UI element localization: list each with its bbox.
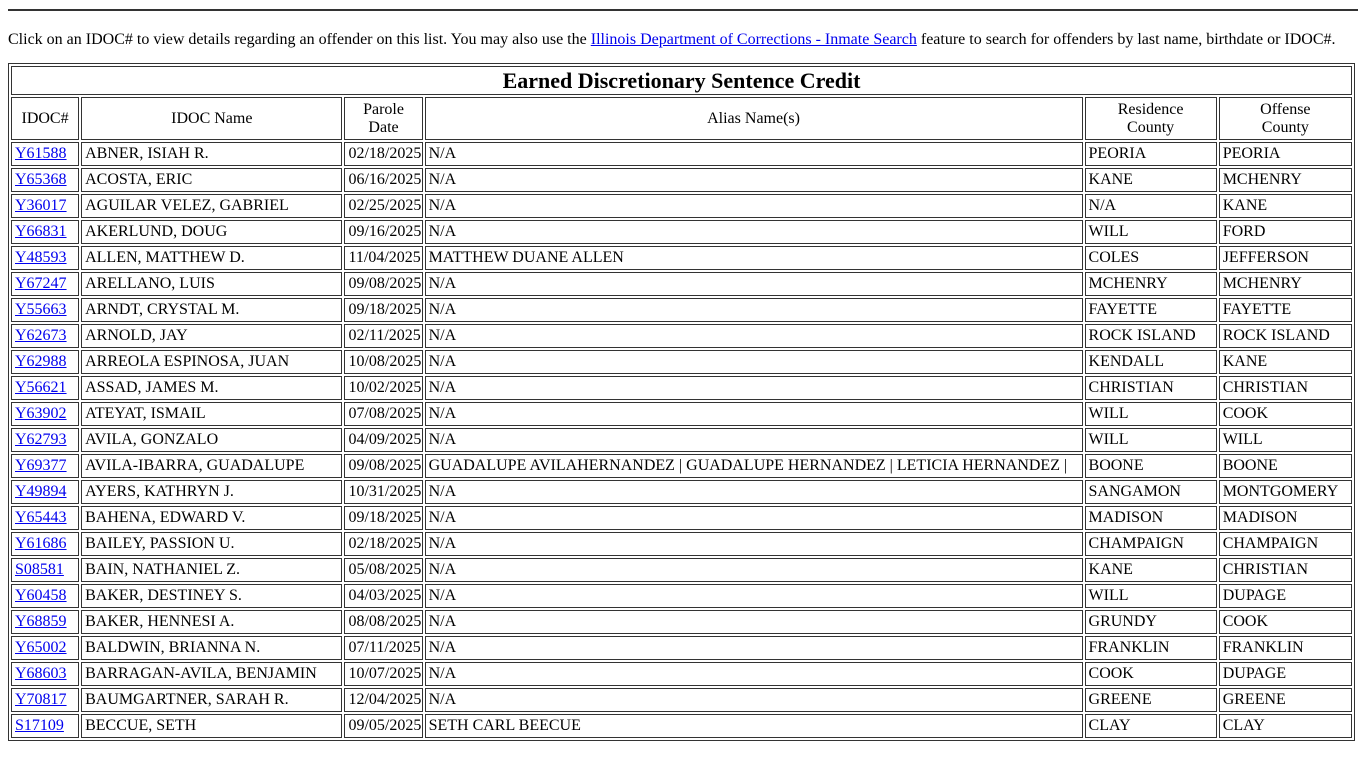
alias-cell: N/A <box>425 662 1083 686</box>
parole-date-cell: 10/31/2025 <box>344 480 422 504</box>
idoc-cell <box>11 298 79 322</box>
alias-cell: N/A <box>425 376 1083 400</box>
offense-county-cell: CHAMPAIGN <box>1219 532 1352 556</box>
residence-county-cell: FRANKLIN <box>1085 636 1217 660</box>
idoc-link[interactable]: Y66831 <box>15 223 67 240</box>
idoc-cell <box>11 168 79 192</box>
table-row <box>11 428 1352 452</box>
parole-date-cell: 02/11/2025 <box>344 324 422 348</box>
alias-cell: N/A <box>425 558 1083 582</box>
idoc-link[interactable]: Y48593 <box>15 249 67 266</box>
idoc-name-cell: ARNOLD, JAY <box>81 324 342 348</box>
idoc-cell <box>11 662 79 686</box>
idoc-name-cell: BAHENA, EDWARD V. <box>81 506 342 530</box>
idoc-cell <box>11 350 79 374</box>
parole-date-cell: 04/09/2025 <box>344 428 422 452</box>
idoc-link[interactable]: Y60458 <box>15 587 67 604</box>
table-row <box>11 714 1352 738</box>
offense-county-cell: CHRISTIAN <box>1219 376 1352 400</box>
intro-paragraph <box>8 31 1358 49</box>
offense-county-cell: DUPAGE <box>1219 662 1352 686</box>
parole-date-cell: 09/18/2025 <box>344 506 422 530</box>
offense-county-cell: KANE <box>1219 194 1352 218</box>
parole-date-cell: 02/18/2025 <box>344 532 422 556</box>
idoc-link[interactable]: Y70817 <box>15 691 67 708</box>
alias-cell: N/A <box>425 480 1083 504</box>
idoc-cell <box>11 636 79 660</box>
alias-cell: N/A <box>425 220 1083 244</box>
offense-county-cell: FRANKLIN <box>1219 636 1352 660</box>
idoc-link[interactable]: Y65002 <box>15 639 67 656</box>
idoc-name-cell: ARNDT, CRYSTAL M. <box>81 298 342 322</box>
idoc-name-cell: BECCUE, SETH <box>81 714 342 738</box>
col-header-residence-county <box>1085 97 1217 140</box>
residence-county-cell: KANE <box>1085 558 1217 582</box>
alias-cell: SETH CARL BEECUE <box>425 714 1083 738</box>
parole-date-cell: 09/08/2025 <box>344 272 422 296</box>
offense-county-cell: CHRISTIAN <box>1219 558 1352 582</box>
idoc-link[interactable]: Y67247 <box>15 275 67 292</box>
alias-cell: N/A <box>425 298 1083 322</box>
offense-county-cell: CLAY <box>1219 714 1352 738</box>
idoc-link[interactable]: Y62793 <box>15 431 67 448</box>
parole-date-cell: 10/07/2025 <box>344 662 422 686</box>
table-row <box>11 688 1352 712</box>
idoc-cell <box>11 454 79 478</box>
idoc-link[interactable]: Y68603 <box>15 665 67 682</box>
idoc-name-cell: AVILA, GONZALO <box>81 428 342 452</box>
residence-county-cell: MCHENRY <box>1085 272 1217 296</box>
col-header-alias-label: Alias Name(s) <box>707 109 800 127</box>
parole-date-cell: 08/08/2025 <box>344 610 422 634</box>
alias-cell: N/A <box>425 168 1083 192</box>
alias-cell: MATTHEW DUANE ALLEN <box>425 246 1083 270</box>
parole-date-cell: 10/02/2025 <box>344 376 422 400</box>
parole-date-cell: 12/04/2025 <box>344 688 422 712</box>
table-row <box>11 376 1352 400</box>
offense-county-cell: ROCK ISLAND <box>1219 324 1352 348</box>
parole-date-cell: 10/08/2025 <box>344 350 422 374</box>
table-row <box>11 584 1352 608</box>
idoc-cell <box>11 480 79 504</box>
parole-date-cell: 09/05/2025 <box>344 714 422 738</box>
alias-cell: N/A <box>425 350 1083 374</box>
idoc-link[interactable]: Y49894 <box>15 483 67 500</box>
parole-date-cell: 07/11/2025 <box>344 636 422 660</box>
alias-cell: N/A <box>425 272 1083 296</box>
idoc-name-cell: BAKER, HENNESI A. <box>81 610 342 634</box>
idoc-name-cell: ARREOLA ESPINOSA, JUAN <box>81 350 342 374</box>
idoc-name-cell: BALDWIN, BRIANNA N. <box>81 636 342 660</box>
table-row <box>11 220 1352 244</box>
alias-cell: N/A <box>425 610 1083 634</box>
idoc-name-cell: BAKER, DESTINEY S. <box>81 584 342 608</box>
parole-date-cell: 02/18/2025 <box>344 142 422 166</box>
parole-date-cell: 07/08/2025 <box>344 402 422 426</box>
header-row <box>11 97 1352 140</box>
idoc-cell <box>11 714 79 738</box>
idoc-link[interactable]: S17109 <box>15 717 64 734</box>
col-header-idoc <box>11 97 79 140</box>
idoc-name-cell: AVILA-IBARRA, GUADALUPE <box>81 454 342 478</box>
idoc-name-cell: BARRAGAN-AVILA, BENJAMIN <box>81 662 342 686</box>
edsc-table <box>8 63 1355 741</box>
idoc-cell <box>11 272 79 296</box>
table-row <box>11 324 1352 348</box>
parole-date-cell: 09/08/2025 <box>344 454 422 478</box>
table-row <box>11 272 1352 296</box>
residence-county-cell: COLES <box>1085 246 1217 270</box>
idoc-name-cell: AGUILAR VELEZ, GABRIEL <box>81 194 342 218</box>
title-row <box>11 66 1352 95</box>
title-cell <box>11 66 1352 95</box>
offense-county-cell: GREENE <box>1219 688 1352 712</box>
idoc-link[interactable]: Y68859 <box>15 613 67 630</box>
alias-cell: N/A <box>425 584 1083 608</box>
residence-county-cell: SANGAMON <box>1085 480 1217 504</box>
offense-county-cell: MONTGOMERY <box>1219 480 1352 504</box>
offense-county-cell: MCHENRY <box>1219 272 1352 296</box>
table-row <box>11 506 1352 530</box>
col-header-idoc-name <box>81 97 342 140</box>
idoc-link[interactable]: Y63902 <box>15 405 67 422</box>
idoc-name-cell: BAILEY, PASSION U. <box>81 532 342 556</box>
top-divider <box>8 9 1358 11</box>
residence-county-cell: KENDALL <box>1085 350 1217 374</box>
idoc-name-cell: ABNER, ISIAH R. <box>81 142 342 166</box>
idoc-cell <box>11 428 79 452</box>
col-header-residence-label-line2: County <box>1127 118 1175 136</box>
alias-cell: N/A <box>425 142 1083 166</box>
table-row <box>11 480 1352 504</box>
alias-cell: N/A <box>425 532 1083 556</box>
table-row <box>11 558 1352 582</box>
idoc-link[interactable]: Y56621 <box>15 379 67 396</box>
idoc-link[interactable]: Y62673 <box>15 327 67 344</box>
alias-cell: N/A <box>425 428 1083 452</box>
residence-county-cell: WILL <box>1085 428 1217 452</box>
residence-county-cell: BOONE <box>1085 454 1217 478</box>
idoc-cell <box>11 688 79 712</box>
table-row <box>11 454 1352 478</box>
col-header-idoc-name-label: IDOC Name <box>171 109 253 127</box>
offense-county-cell: WILL <box>1219 428 1352 452</box>
idoc-link[interactable]: S08581 <box>15 561 64 578</box>
idoc-cell <box>11 584 79 608</box>
alias-cell: N/A <box>425 636 1083 660</box>
table-row <box>11 194 1352 218</box>
idoc-cell <box>11 610 79 634</box>
idoc-name-cell: AYERS, KATHRYN J. <box>81 480 342 504</box>
idoc-name-cell: ASSAD, JAMES M. <box>81 376 342 400</box>
col-header-parole-label-line2: Date <box>368 118 399 136</box>
idoc-cell <box>11 532 79 556</box>
residence-county-cell: N/A <box>1085 194 1217 218</box>
residence-county-cell: CHRISTIAN <box>1085 376 1217 400</box>
col-header-parole-date <box>344 97 422 140</box>
idoc-cell <box>11 194 79 218</box>
idoc-name-cell: ALLEN, MATTHEW D. <box>81 246 342 270</box>
col-header-offense-county <box>1219 97 1352 140</box>
offense-county-cell: MADISON <box>1219 506 1352 530</box>
idoc-name-cell: AKERLUND, DOUG <box>81 220 342 244</box>
residence-county-cell: CHAMPAIGN <box>1085 532 1217 556</box>
parole-date-cell: 05/08/2025 <box>344 558 422 582</box>
alias-cell: N/A <box>425 324 1083 348</box>
table-row <box>11 532 1352 556</box>
residence-county-cell: MADISON <box>1085 506 1217 530</box>
residence-county-cell: CLAY <box>1085 714 1217 738</box>
idoc-link[interactable]: Y61686 <box>15 535 67 552</box>
residence-county-cell: FAYETTE <box>1085 298 1217 322</box>
table-row <box>11 246 1352 270</box>
idoc-cell <box>11 402 79 426</box>
parole-date-cell: 09/16/2025 <box>344 220 422 244</box>
idoc-cell <box>11 376 79 400</box>
table-body <box>11 142 1352 738</box>
residence-county-cell: WILL <box>1085 220 1217 244</box>
residence-county-cell: WILL <box>1085 402 1217 426</box>
parole-date-cell: 06/16/2025 <box>344 168 422 192</box>
idoc-link[interactable]: Y36017 <box>15 197 67 214</box>
residence-county-cell: ROCK ISLAND <box>1085 324 1217 348</box>
residence-county-cell: GRUNDY <box>1085 610 1217 634</box>
alias-cell: N/A <box>425 506 1083 530</box>
inmate-search-link[interactable]: Illinois Department of Corrections - Inmate Search <box>590 31 917 48</box>
alias-cell: N/A <box>425 194 1083 218</box>
idoc-link[interactable]: Y62988 <box>15 353 67 370</box>
col-header-residence-label-line1: Residence <box>1117 100 1184 118</box>
parole-date-cell: 11/04/2025 <box>344 246 422 270</box>
idoc-cell <box>11 246 79 270</box>
idoc-link[interactable]: Y61588 <box>15 145 67 162</box>
idoc-name-cell: ACOSTA, ERIC <box>81 168 342 192</box>
col-header-offense-label-line2: County <box>1261 118 1309 136</box>
residence-county-cell: PEORIA <box>1085 142 1217 166</box>
parole-date-cell: 09/18/2025 <box>344 298 422 322</box>
residence-county-cell: COOK <box>1085 662 1217 686</box>
offense-county-cell: FAYETTE <box>1219 298 1352 322</box>
table-row <box>11 350 1352 374</box>
page-title: Earned Discretionary Sentence Credit <box>502 68 861 93</box>
col-header-idoc-label: IDOC# <box>21 109 69 127</box>
table-row <box>11 610 1352 634</box>
parole-date-cell: 02/25/2025 <box>344 194 422 218</box>
table-row <box>11 636 1352 660</box>
offense-county-cell: PEORIA <box>1219 142 1352 166</box>
idoc-name-cell: ATEYAT, ISMAIL <box>81 402 342 426</box>
col-header-parole-label-line1: Parole <box>363 100 404 118</box>
parole-date-cell: 04/03/2025 <box>344 584 422 608</box>
residence-county-cell: KANE <box>1085 168 1217 192</box>
intro-text-before: Click on an IDOC# to view details regarding an offender on this list. You may also use the <box>8 31 591 48</box>
intro-text-after: feature to search for offenders by last name, birthdate or IDOC#. <box>916 31 1336 48</box>
idoc-cell <box>11 220 79 244</box>
offense-county-cell: MCHENRY <box>1219 168 1352 192</box>
idoc-cell <box>11 324 79 348</box>
idoc-link[interactable]: Y69377 <box>15 457 67 474</box>
idoc-link[interactable]: Y65368 <box>15 171 67 188</box>
offense-county-cell: BOONE <box>1219 454 1352 478</box>
alias-cell: N/A <box>425 688 1083 712</box>
residence-county-cell: GREENE <box>1085 688 1217 712</box>
table-row <box>11 402 1352 426</box>
idoc-link[interactable]: Y65443 <box>15 509 67 526</box>
idoc-name-cell: ARELLANO, LUIS <box>81 272 342 296</box>
residence-county-cell: WILL <box>1085 584 1217 608</box>
offense-county-cell: FORD <box>1219 220 1352 244</box>
col-header-offense-label-line1: Offense <box>1260 100 1311 118</box>
idoc-cell <box>11 506 79 530</box>
offense-county-cell: DUPAGE <box>1219 584 1352 608</box>
idoc-cell <box>11 142 79 166</box>
idoc-link[interactable]: Y55663 <box>15 301 67 318</box>
alias-cell: N/A <box>425 402 1083 426</box>
alias-cell: GUADALUPE AVILAHERNANDEZ | GUADALUPE HERNANDEZ | LETICIA HERNANDEZ | <box>425 454 1083 478</box>
col-header-alias <box>425 97 1083 140</box>
idoc-name-cell: BAUMGARTNER, SARAH R. <box>81 688 342 712</box>
offense-county-cell: COOK <box>1219 402 1352 426</box>
table-row <box>11 662 1352 686</box>
offense-county-cell: JEFFERSON <box>1219 246 1352 270</box>
offense-county-cell: COOK <box>1219 610 1352 634</box>
idoc-name-cell: BAIN, NATHANIEL Z. <box>81 558 342 582</box>
table-row <box>11 168 1352 192</box>
offense-county-cell: KANE <box>1219 350 1352 374</box>
table-row <box>11 298 1352 322</box>
idoc-cell <box>11 558 79 582</box>
table-row <box>11 142 1352 166</box>
